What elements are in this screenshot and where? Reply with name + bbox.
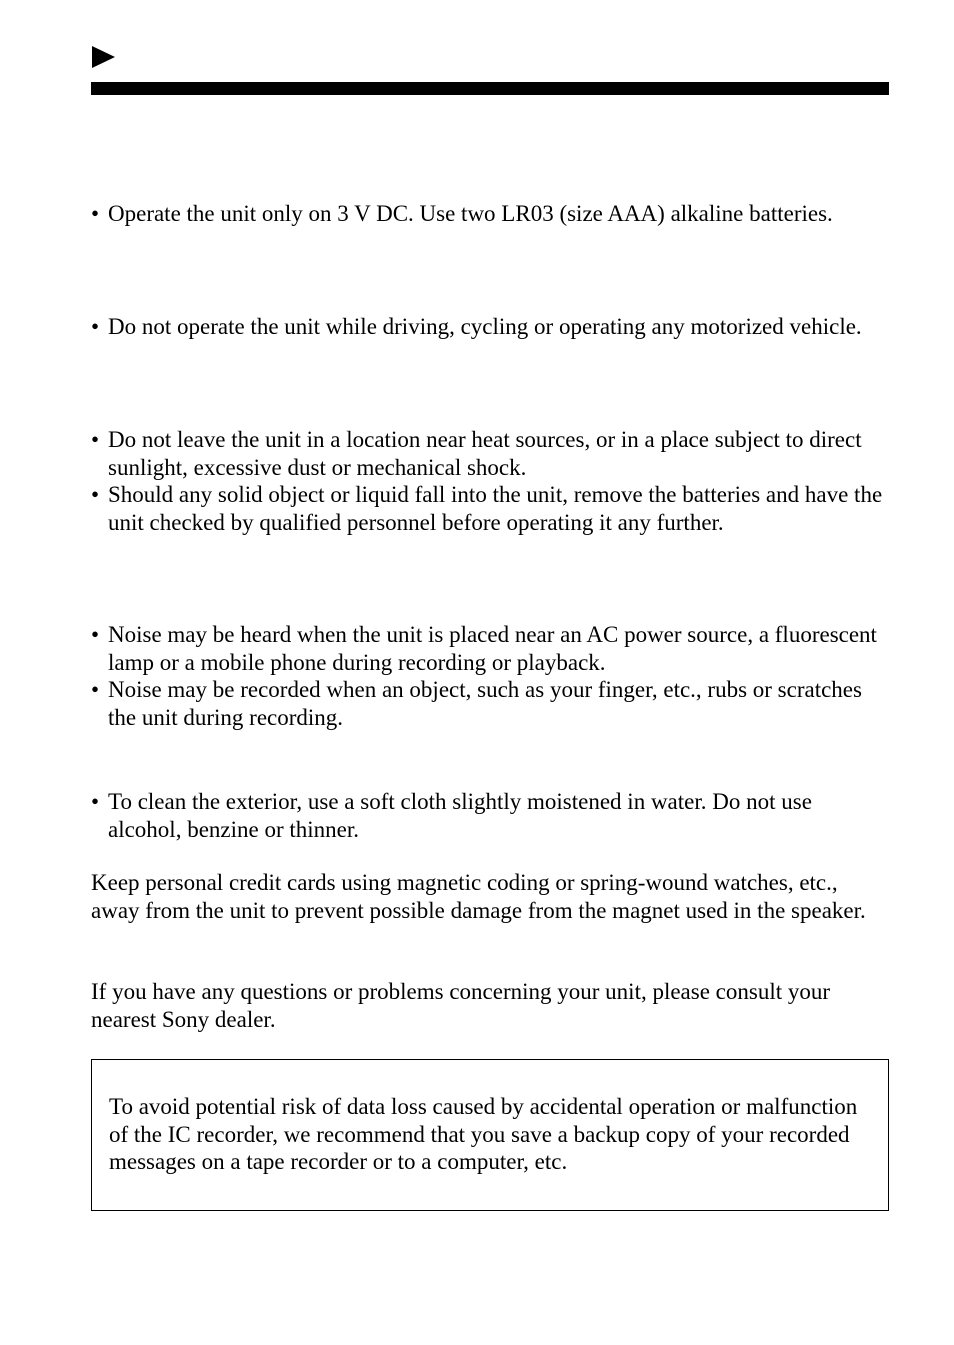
bullet-icon — [91, 200, 108, 228]
list-item-text: Should any solid object or liquid fall into the unit, remove the batteries and have the unit checked by qualified personnel before operating it any further. — [108, 482, 883, 535]
list-item-text: Operate the unit only on 3 V DC. Use two LR03 (size AAA) alkaline batteries. — [108, 201, 833, 226]
bullet-icon — [91, 788, 108, 816]
bullet-icon — [91, 313, 108, 341]
notice-text: To avoid potential risk of data loss caused by accidental operation or malfunction of the IC recorder, we recommend that you save a backup copy of your recorded messages on a tape recorder or to a computer, etc. — [109, 1094, 858, 1174]
list-item-text: To clean the exterior, use a soft cloth slightly moistened in water. Do not use alcohol, benzine or thinner. — [108, 789, 812, 842]
list-item-noise-heard — [91, 621, 891, 676]
list-item-noise-recorded — [91, 676, 891, 731]
bullet-icon — [91, 426, 108, 454]
list-item-liquid — [91, 481, 891, 536]
paragraph-credit-cards: Keep personal credit cards using magnetic coding or spring-wound watches, etc., away from the unit to prevent possible damage from the magnet used in the speaker. — [91, 870, 866, 923]
header-rule — [91, 82, 889, 95]
notice-box — [91, 1059, 889, 1211]
list-item-cleaning — [91, 788, 891, 843]
bullet-icon — [91, 481, 108, 509]
list-item-location — [91, 426, 891, 481]
list-item-text: Noise may be recorded when an object, such as your finger, etc., rubs or scratches the unit during recording. — [108, 677, 862, 730]
paragraph-questions: If you have any questions or problems concerning your unit, please consult your nearest Sony dealer. — [91, 979, 831, 1032]
list-item-text: Noise may be heard when the unit is placed near an AC power source, a fluorescent lamp or a mobile phone during recording or playback. — [108, 622, 877, 675]
list-item-text: Do not operate the unit while driving, cycling or operating any motorized vehicle. — [108, 314, 862, 339]
play-triangle-icon — [92, 46, 115, 68]
list-item-power — [91, 200, 891, 228]
bullet-icon — [91, 621, 108, 649]
bullet-icon — [91, 676, 108, 704]
list-item-text: Do not leave the unit in a location near heat sources, or in a place subject to direct sunlight, excessive dust or mechanical shock. — [108, 427, 862, 480]
list-item-safety — [91, 313, 891, 341]
